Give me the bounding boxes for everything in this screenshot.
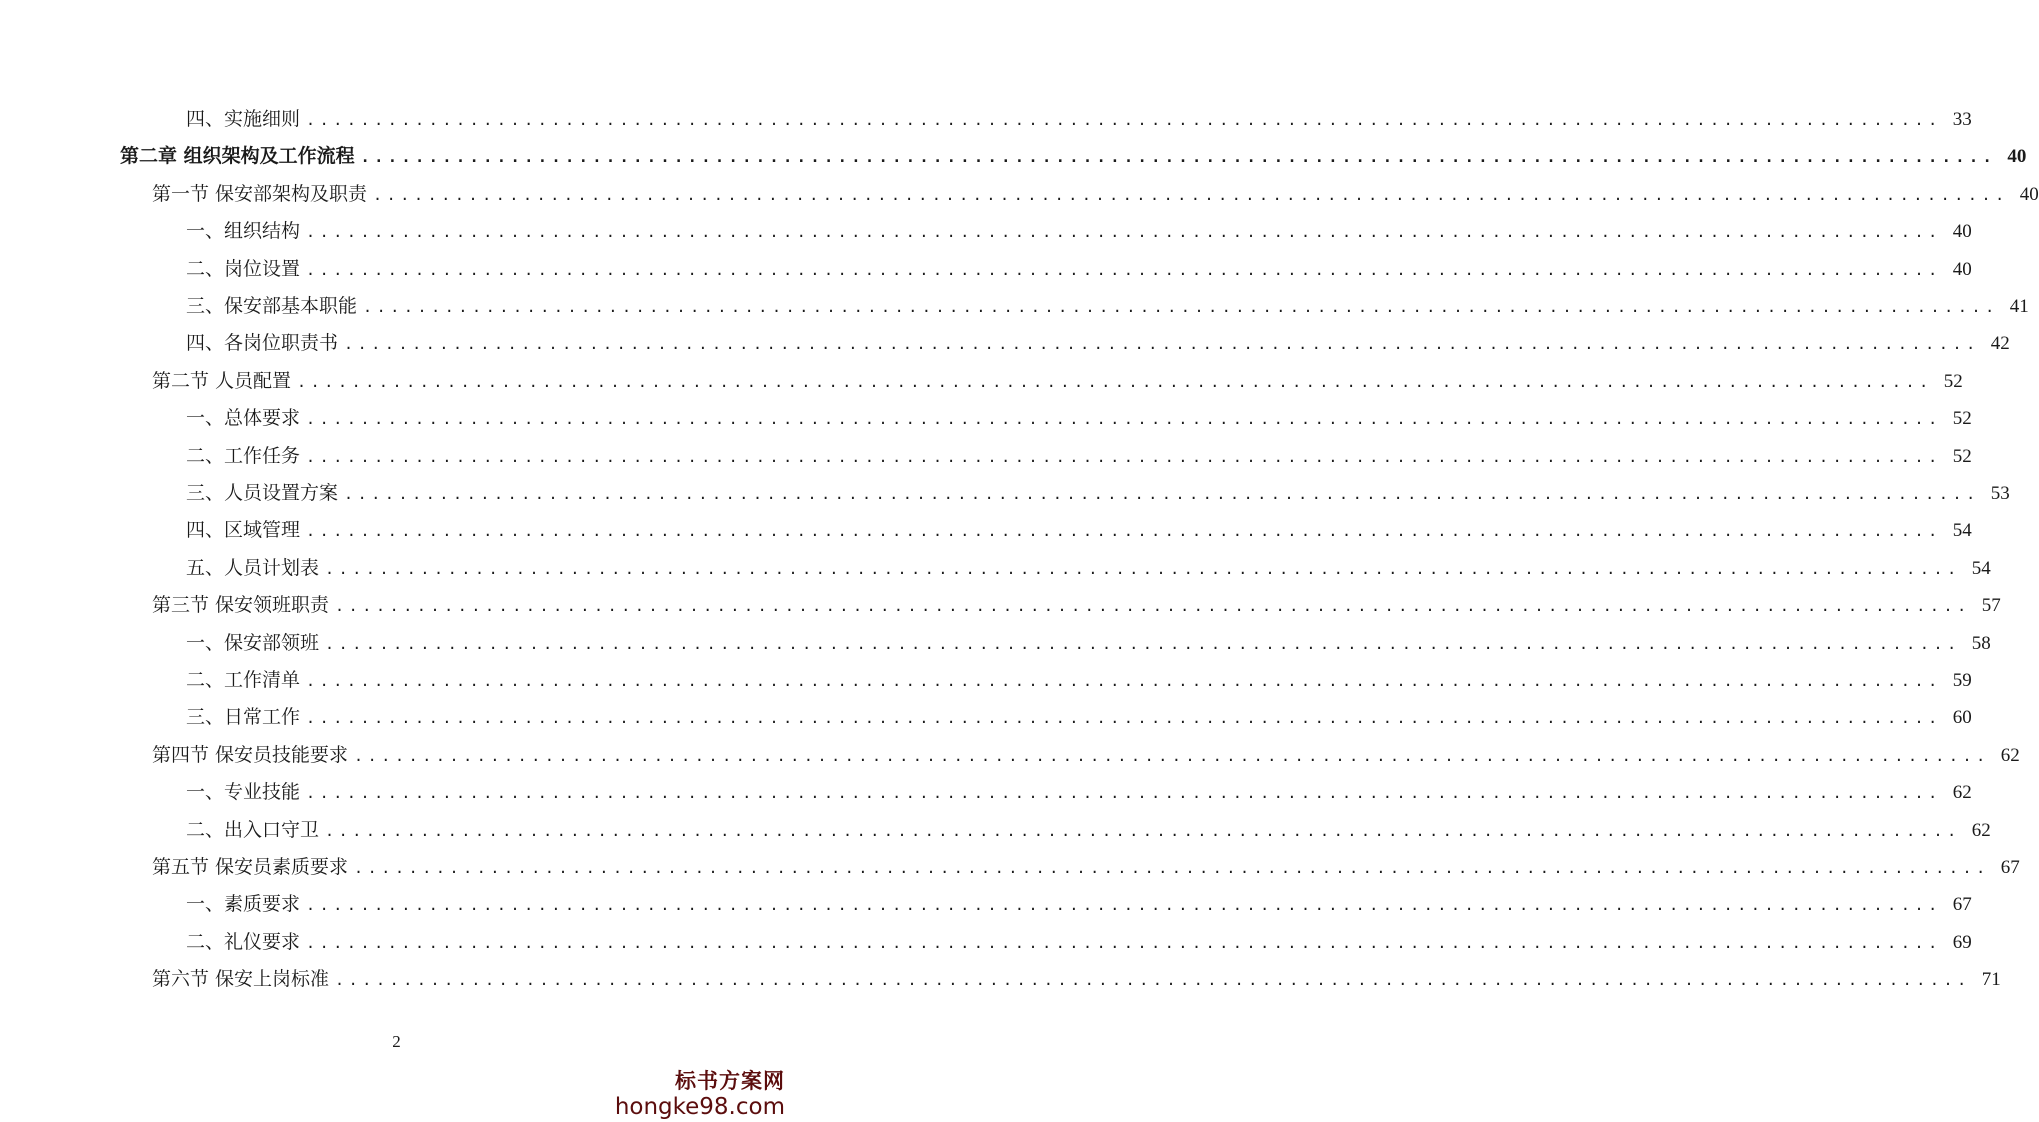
toc-dot-leader: ........................................................................................................................ [373,185,2009,204]
toc-dot-leader: ........................................................................................................................ [306,896,1942,915]
toc-entry [186,403,1972,433]
toc-entry-title: 第二节 人员配置 [152,369,292,392]
toc-entry [186,777,1972,807]
toc-entry [152,366,1963,396]
toc-entry-title: 第一节 保安部架构及职责 [152,182,368,205]
toc-entry-title: 一、总体要求 [186,407,301,430]
toc-entry-page: 62 [1971,819,1991,841]
toc-entry [186,628,1991,658]
toc-entry-page: 53 [1990,483,2010,504]
toc-entry-title: 第二章 组织架构及工作流程 [120,145,355,168]
toc-entry-title: 二、工作任务 [186,444,301,467]
toc-entry-title: 二、岗位设置 [186,257,301,280]
toc-dot-leader: ........................................................................................................................ [344,485,1980,503]
toc-entry [186,553,1991,583]
toc-entry-page: 71 [1981,969,2001,991]
toc-dot-leader: ........................................................................................................................ [306,933,1942,952]
toc-dot-leader: ........................................................................................................................ [325,821,1961,840]
toc-entry-title: 二、礼仪要求 [186,930,301,953]
toc-dot-leader: ........................................................................................................................ [306,709,1942,728]
toc-entry-page: 41 [2009,296,2029,317]
toc-entry-page: 62 [1952,782,1972,804]
page-number: 2 [392,1032,401,1051]
toc-entry [186,478,2010,508]
toc-dot-leader: ........................................................................................................................ [354,859,1990,877]
toc-entry [152,740,2020,770]
toc-entry-page: 40 [1952,221,1972,243]
toc-dot-leader: ........................................................................................................................ [306,672,1942,690]
toc-entry-page: 40 [1952,258,1972,280]
toc-entry [120,141,2027,171]
toc-dot-leader: ........................................................................................................................ [325,634,1961,653]
toc-entry-page: 52 [1952,408,1972,430]
toc-dot-leader: ........................................................................................................................ [344,335,1980,354]
toc-entry [186,702,1972,732]
toc-entry-page: 62 [2000,744,2020,766]
toc-dot-leader: ........................................................................................................................ [297,372,1933,391]
toc-entry-title: 一、保安部领班 [186,631,320,654]
toc-dot-leader: ........................................................................................................................ [325,559,1961,578]
toc-entry [186,104,1972,134]
toc-entry-page: 52 [1952,445,1972,467]
toc-dot-leader: ........................................................................................................................ [306,784,1942,803]
toc-entry-page: 60 [1952,707,1972,729]
toc-entry [186,328,2010,358]
toc-entry [186,515,1972,545]
toc-entry [186,254,1972,284]
toc-entry-title: 四、区域管理 [186,519,301,542]
toc-dot-leader: ........................................................................................................................ [306,111,1942,129]
toc-entry-title: 一、组织结构 [186,220,301,243]
toc-entry-title: 四、实施细则 [186,108,301,130]
toc-entry-title: 三、人员设置方案 [186,482,339,504]
toc-entry-page: 58 [1971,632,1991,654]
toc-entry-page: 54 [1952,520,1972,542]
toc-entry-title: 二、出入口守卫 [186,818,320,841]
toc-dot-leader: ........................................................................................................................ [360,148,1997,167]
toc-dot-leader: ........................................................................................................................ [306,260,1942,279]
toc-entry-page: 67 [1952,894,1972,916]
toc-entry-page: 54 [1971,557,1991,579]
toc-entry [152,852,2020,882]
toc-entry-page: 67 [2000,857,2020,878]
toc-entry-page: 57 [1981,595,2001,617]
toc-entry [152,590,2001,620]
toc-entry-page: 40 [2019,183,2039,205]
toc-entry-title: 二、工作清单 [186,669,301,691]
toc-entry-page: 42 [1990,333,2010,355]
toc-entry [152,964,2001,994]
toc-entry-title: 一、素质要求 [186,893,301,916]
watermark-url: hongke98.com [614,1094,785,1120]
toc-entry [186,889,1972,919]
toc-entry [152,179,2039,209]
toc-entry [186,291,2029,321]
toc-entry-page: 52 [1943,370,1963,392]
toc-entry-title: 第三节 保安领班职责 [152,594,330,617]
toc-entry [186,216,1972,246]
toc-dot-leader: ........................................................................................................................ [354,746,1990,765]
toc-entry-title: 四、各岗位职责书 [186,332,339,355]
toc-dot-leader: ........................................................................................................................ [306,522,1942,541]
toc-entry-title: 三、日常工作 [186,706,301,729]
toc-entry-title: 第六节 保安上岗标准 [152,968,330,991]
toc-entry-page: 33 [1952,109,1972,130]
toc-dot-leader: ........................................................................................................................ [306,223,1942,242]
watermark-title: 标书方案网 [675,1069,785,1093]
toc-dot-leader: ........................................................................................................................ [306,410,1942,429]
toc-entry [186,927,1972,957]
toc-entry [186,665,1972,695]
toc-dot-leader: ........................................................................................................................ [335,971,1971,990]
toc-entry-page: 40 [2007,146,2027,168]
toc-dot-leader: ........................................................................................................................ [306,447,1942,466]
toc-entry-title: 三、保安部基本职能 [186,295,358,317]
toc-entry-title: 第五节 保安员素质要求 [152,856,349,878]
toc-entry-page: 69 [1952,931,1972,953]
toc-entry [186,441,1972,471]
toc-dot-leader: ........................................................................................................................ [335,597,1971,616]
toc-entry-title: 五、人员计划表 [186,556,320,579]
toc-entry-title: 第四节 保安员技能要求 [152,743,349,766]
toc-dot-leader: ........................................................................................................................ [363,298,1999,316]
toc-entry-title: 一、专业技能 [186,781,301,804]
toc-entry [186,815,1991,845]
watermark [615,1068,785,1120]
toc-entry-page: 59 [1952,670,1972,691]
